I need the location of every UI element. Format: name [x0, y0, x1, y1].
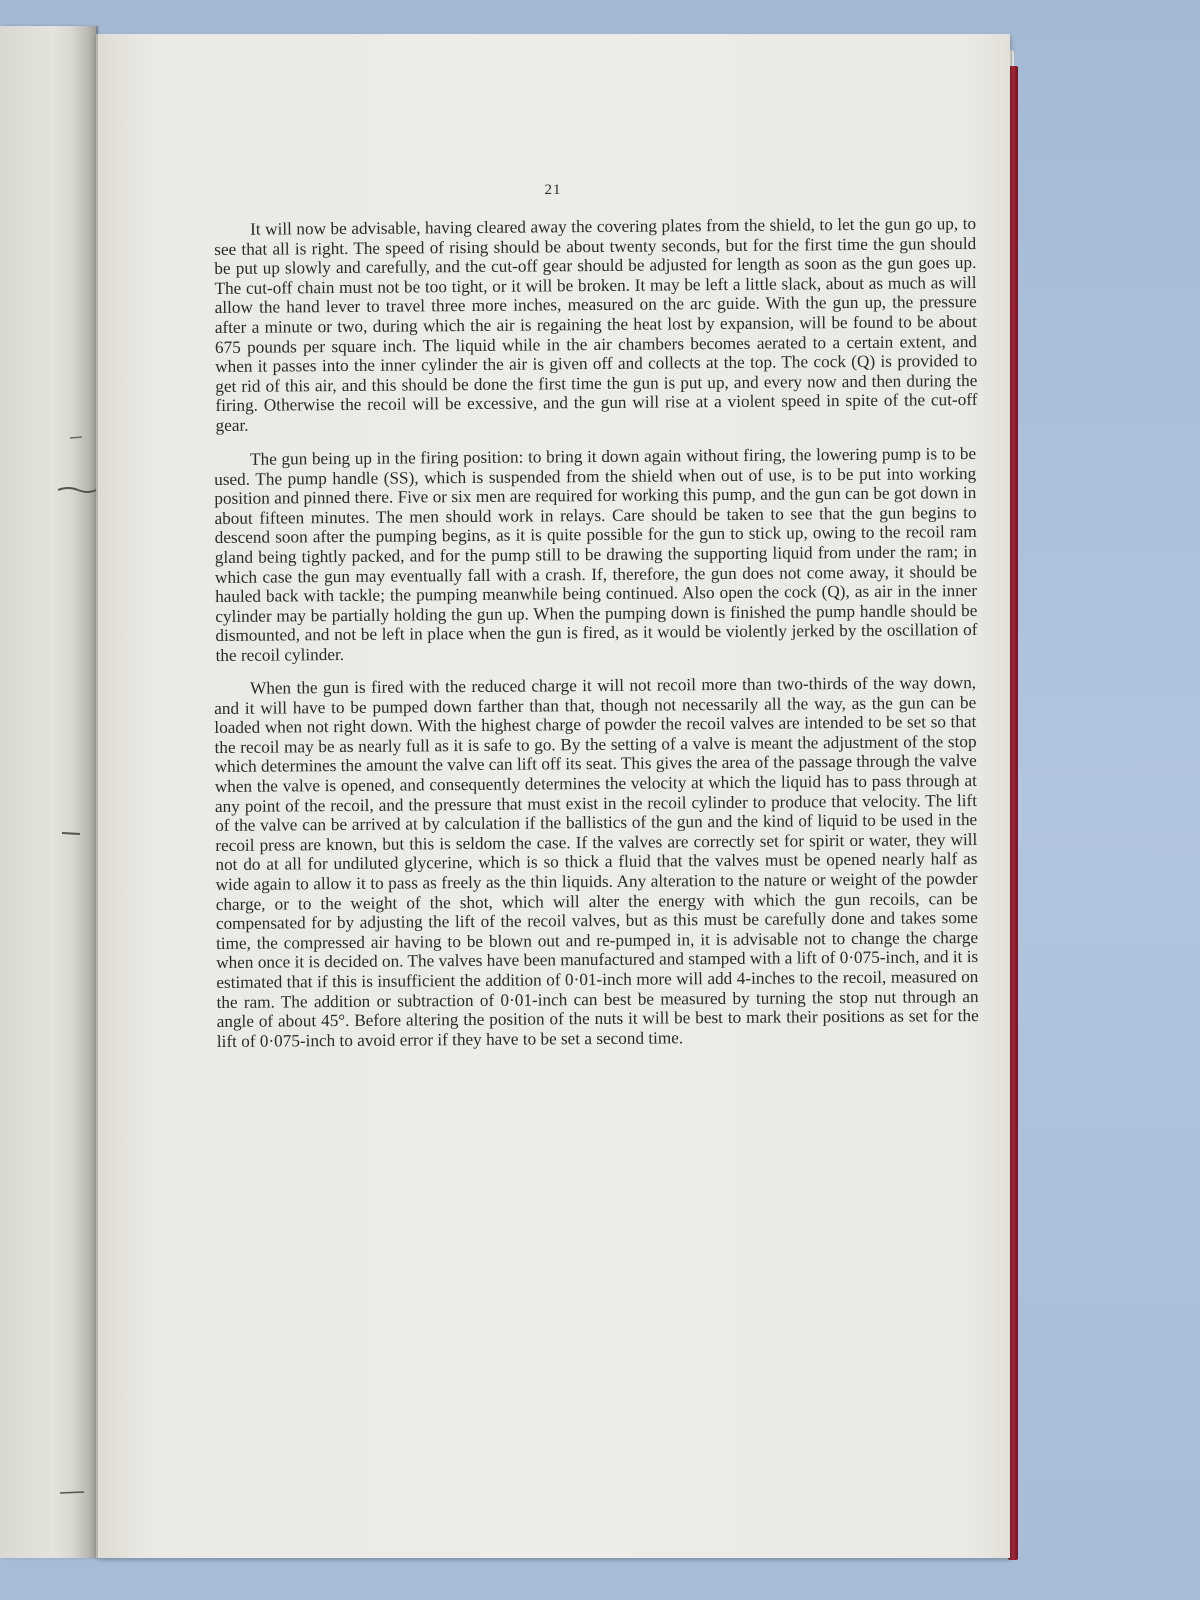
binding-thread-mark	[56, 828, 100, 838]
page-number: 21	[544, 182, 562, 198]
binding-gutter	[72, 26, 98, 1558]
paragraph-1: It will now be advisable, having cleared away the covering plates from the shield, to let the gun go up, to see that all is right. The speed of rising should be about twenty seconds, but for the first time the gun should be put up slowly and carefully, and the cut-off gear should be adjusted for length as soon as the gun goes up. The cut-off chain must not be too tight, or it will be broken. It may be left a little slack, about as much as will allow the hand lever to travel three more inches, measured on the arc guide. With the gun up, the pressure after a minute or two, during which the air is regaining the heat lost by expansion, will be found to be about 675 pounds per square inch. The liquid while in the air chambers becomes aerated to a certain extent, and when it passes into the inner cylinder the air is given off and collects at the top. The cock (Q) is provided to get rid of this air, and this should be done the first time the gun is put up, and every now and then during the firing. Otherwise the recoil will be excessive, and the gun will rise at a violent speed in spite of the cut-off gear.	[214, 214, 978, 435]
binding-thread-mark	[56, 484, 100, 494]
binding-thread-mark	[56, 433, 100, 443]
body-text	[214, 214, 979, 1065]
binding-thread-mark	[56, 1487, 100, 1497]
paragraph-2: The gun being up in the firing position: to bring it down again without firing, the lowering pump is to be used. The pump handle (SS), which is suspended from the shield when out of use, is to be put into working position and pinned there. Five or six men are required for working this pump, and the gun can be got down in about fifteen minutes. The men should work in relays. Care should be taken to see that the gun begins to descend soon after the pumping begins, as it is quite possible for the gun to stick up, owing to the recoil ram gland being tightly packed, and for the pump still to be drawing the supporting liquid from under the ram; in which case the gun may eventually fall with a crash. If, therefore, the gun does not come away, it should be hauled back with tackle; the pumping meanwhile being continued. Also open the cock (Q), as air in the inner cylinder may be partially holding the gun up. When the pumping down is finished the pump handle should be dismounted, and not be left in place when the gun is fired, as it would be violently jerked by the oscillation of the recoil cylinder.	[214, 443, 978, 665]
book-page	[96, 34, 1010, 1558]
paragraph-3: When the gun is fired with the reduced charge it will not recoil more than two-thirds of the way down, and it will have to be pumped down farther than that, though not necessarily all the way, as the gun can be loaded when not right down. With the highest charge of powder the recoil valves are intended to be set so that the recoil may be as nearly full as it is safe to go. By the setting of a valve is meant the adjustment of the stop which determines the amount the valve can lift off its seat. This gives the area of the passage through the valve when the valve is opened, and consequently determines the velocity at which the liquid has to pass through at any point of the recoil, and the pressure that must exist in the recoil cylinder to produce that velocity. The lift of the valve can be arrived at by calculation if the ballistics of the gun and the kind of liquid to be used in the recoil press are known, but this is seldom the case. If the valves are correctly set for spirit or water, they will not do at all for undiluted glycerine, which is so thick a fluid that the valves must be opened nearly half as wide again to allow it to pass as freely as the thin liquids. Any alteration to the nature or weight of the powder charge, or to the weight of the shot, which will alter the energy with which the gun recoils, can be compensated for by adjusting the lift of the recoil valves, but as this must be carefully done and takes some time, the compressed air having to be blown out and re-pumped in, it is advisable not to change the charge when once it is decided on. The valves have been manufactured and stamped with a lift of 0·075-inch, and it is estimated that if this is insufficient the addition of 0·01-inch more will add 4-inches to the recoil, measured on the ram. The addition or subtraction of 0·01-inch can best be measured by turning the stop nut through an angle of about 45°. Before altering the position of the nuts it will be best to mark their positions as set for the lift of 0·075-inch to avoid error if they have to be set a second time.	[214, 673, 979, 1051]
